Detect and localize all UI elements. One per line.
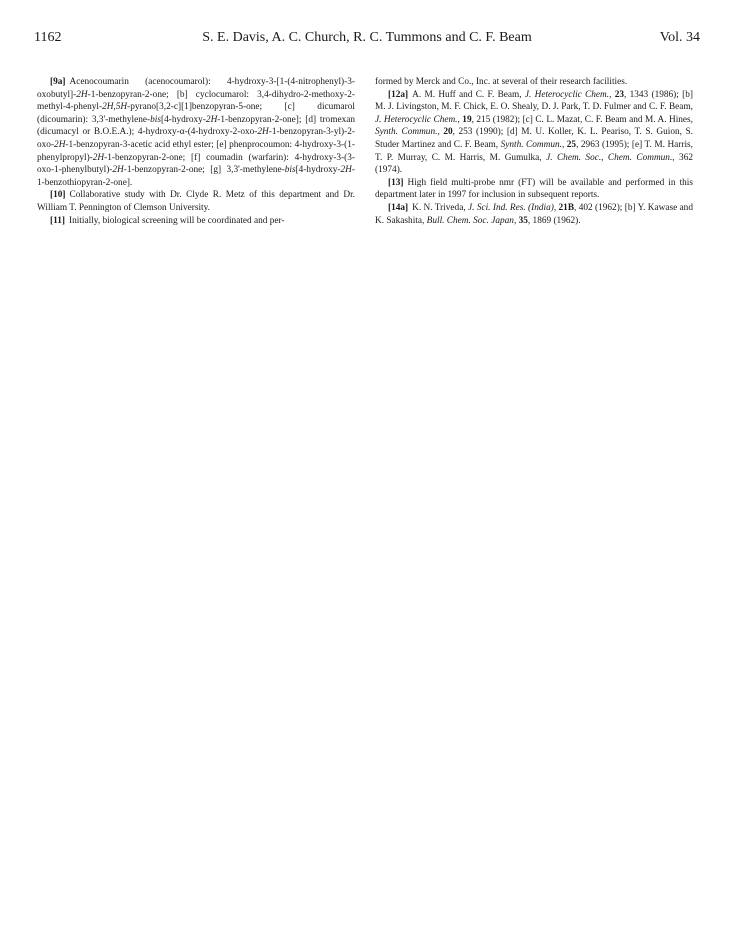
reference-text: 2H <box>76 89 88 100</box>
reference-text: Bull. Chem. Soc. Japan <box>426 215 514 226</box>
reference-text: 25 <box>566 139 577 150</box>
reference-text: 35 <box>518 215 528 226</box>
reference-text: Collaborative study with Dr. Clyde R. Metz of this department and Dr. William T. Pennington of Clemson University. <box>37 190 355 213</box>
page-number: 1162 <box>34 30 62 45</box>
running-title: S. E. Davis, A. C. Church, R. C. Tummons and C. F. Beam <box>202 30 532 45</box>
reference-text: 2H <box>92 152 105 163</box>
reference-text: , 1869 (1962). <box>527 215 581 226</box>
reference-text: formed by Merck and Co., Inc. at several of their research facilities. <box>375 77 628 87</box>
reference-text: , 402 (1962); [b] Y. Kawase and K. Sakashita, <box>375 202 693 226</box>
reference-entry <box>375 177 693 202</box>
reference-text: Synth. Commun. <box>375 127 438 138</box>
reference-text: [4-hydroxy- <box>160 114 206 125</box>
reference-entry <box>375 76 693 89</box>
reference-entry <box>37 189 355 214</box>
reference-text: bis <box>284 165 296 176</box>
reference-text: -1-benzopyran-2-one; [b] cyclocumarol: 3,4-dihydro-2-methoxy-2-methyl-4-phenyl- <box>37 89 355 113</box>
reference-text: , <box>513 215 519 226</box>
reference-entry <box>375 202 693 227</box>
reference-text: J. Heterocyclic Chem. <box>524 89 610 100</box>
reference-text: 2H <box>205 114 218 125</box>
reference-number: [12a] <box>388 89 409 100</box>
reference-text: , 215 (1982); [c] C. L. Mazat, C. F. Beam and M. A. Hines, <box>471 114 693 125</box>
reference-text: Acenocoumarin (acenocoumarol): 4-hydroxy-3-[1-(4-nitrophenyl)-3-oxobutyl]- <box>37 77 355 100</box>
reference-text: 21B <box>558 202 575 213</box>
reference-text: , <box>437 127 444 138</box>
reference-text: High field multi-probe nmr (FT) will be available and performed in this department later in 1997 for inclusion in subsequent reports. <box>375 177 693 201</box>
reference-text: 2H <box>257 127 269 138</box>
reference-text: K. N. Triveda, <box>412 202 469 213</box>
volume-label: Vol. 34 <box>659 30 700 45</box>
reference-text: -1-benzopyran-3-yl)-2-oxo- <box>37 127 355 150</box>
reference-entry <box>375 89 693 177</box>
reference-text: J. Heterocyclic Chem. <box>375 114 458 125</box>
reference-text: -pyrano[3,2-c][1]benzopyran-5-one; [c] dicumarol (dicoumarin): 3,3'-methylene- <box>37 102 355 125</box>
reference-text: A. M. Huff and C. F. Beam, <box>412 89 525 100</box>
reference-text: 20 <box>443 127 453 138</box>
reference-text: , 1343 (1986); [b] M. J. Livingston, M. F. Chick, E. O. Shealy, D. J. Park, T. D. Fulmer and C. F. Beam, <box>375 89 693 113</box>
reference-text: , 2963 (1995); [e] T. M. Harris, T. P. Murray, C. M. Harris, M. Gumulka, <box>375 139 693 163</box>
reference-text: 2H,5H <box>102 102 128 113</box>
reference-text: , <box>609 89 615 100</box>
reference-text: 19 <box>462 114 472 125</box>
reference-text: -1-benzopyran-2-one; [g] 3,3'-methylene- <box>123 165 285 176</box>
reference-text: 2H <box>340 165 352 176</box>
reference-number: [10] <box>50 190 66 201</box>
reference-text: -1-benzothiopyran-2-one]. <box>37 165 355 188</box>
right-column <box>375 76 693 227</box>
reference-text: 2H <box>54 139 66 150</box>
reference-text: Initially, biological screening will be coordinated and per- <box>68 215 285 226</box>
reference-entry <box>37 76 355 189</box>
reference-number: [14a] <box>388 202 409 213</box>
reference-text: -1-benzopyran-2-one; [f] coumadin (warfarin): 4-hydroxy-3-(3-oxo-1-phenylbutyl)- <box>37 152 355 176</box>
reference-text: [4-hydroxy- <box>295 165 341 176</box>
reference-text: bis <box>150 114 161 125</box>
reference-text: Synth. Commun. <box>500 139 562 150</box>
reference-text: , <box>561 139 567 150</box>
reference-entry <box>37 215 355 228</box>
reference-text: , 253 (1990); [d] M. U. Koller, K. L. Peariso, T. S. Guion, S. Studer Martinez and C. F. Beam, <box>375 127 693 150</box>
reference-text: 23 <box>614 89 624 100</box>
reference-number: [9a] <box>50 77 66 87</box>
reference-number: [13] <box>388 177 404 188</box>
reference-text: J. Sci. Ind. Res. (India) <box>468 202 554 213</box>
reference-text: J. Chem. Soc., Chem. Commun. <box>546 152 673 163</box>
reference-text: -1-benzopyran-3-acetic acid ethyl ester; [e] phenprocoumon: 4-hydroxy-3-(1-phenylpropyl)- <box>37 139 355 163</box>
reference-number: [11] <box>50 215 65 226</box>
page-header <box>34 30 700 52</box>
reference-text: -1-benzopyran-2-one]; [d] tromexan (dicumacyl or B.O.E.A.); 4-hydroxy-α-(4-hydroxy-2-oxo- <box>37 114 355 138</box>
reference-text: , 362 (1974). <box>375 152 693 176</box>
left-column <box>37 76 355 227</box>
reference-text: , <box>457 114 463 125</box>
reference-text: , <box>553 202 559 213</box>
reference-text: 2H <box>112 165 124 176</box>
